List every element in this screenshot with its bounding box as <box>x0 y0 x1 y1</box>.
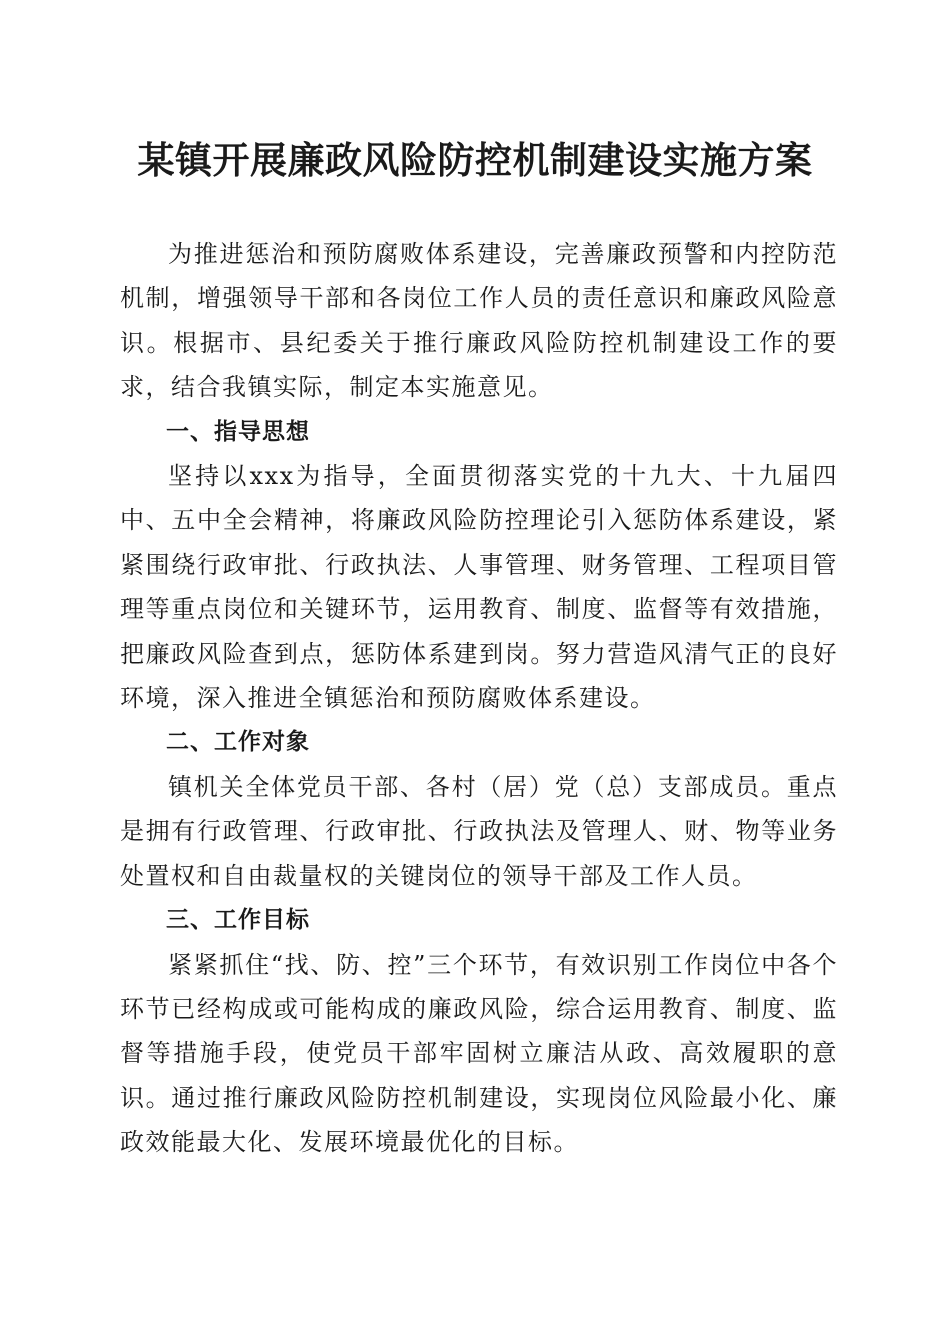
section-paragraph-guiding-ideology: 坚持以xxx为指导，全面贯彻落实党的十九大、十九届四中、五中全会精神，将廉政风险防控理论引入惩防体系建设，紧紧围绕行政审批、行政执法、人事管理、财务管理、工程项目管理等重点岗位和关键环节，运用教育、制度、监督等有效措施，把廉政风险查到点，惩防体系建到岗。努力营造风清气正的良好环境，深入推进全镇惩治和预防腐败体系建设。 <box>120 462 838 713</box>
document-body <box>120 232 838 1165</box>
section-heading-work-targets: 二、工作对象 <box>166 729 310 756</box>
intro-paragraph: 为推进惩治和预防腐败体系建设，完善廉政预警和内控防范机制，增强领导干部和各岗位工作人员的责任意识和廉政风险意识。根据市、县纪委关于推行廉政风险防控机制建设工作的要求，结合我镇实际，制定本实施意见。 <box>120 240 838 402</box>
section-heading-guiding-ideology: 一、指导思想 <box>166 418 310 445</box>
section-paragraph-work-goals: 紧紧抓住“找、防、控”三个环节，有效识别工作岗位中各个环节已经构成或可能构成的廉政风险，综合运用教育、制度、监督等措施手段，使党员干部牢固树立廉洁从政、高效履职的意识。通过推行廉政风险防控机制建设，实现岗位风险最小化、廉政效能最大化、发展环境最优化的目标。 <box>120 950 838 1157</box>
section-heading-work-goals: 三、工作目标 <box>166 907 310 934</box>
document-title: 某镇开展廉政风险防控机制建设实施方案 <box>137 138 813 182</box>
section-paragraph-work-targets: 镇机关全体党员干部、各村（居）党（总）支部成员。重点是拥有行政管理、行政审批、行政执法及管理人、财、物等业务处置权和自由裁量权的关键岗位的领导干部及工作人员。 <box>120 772 838 890</box>
